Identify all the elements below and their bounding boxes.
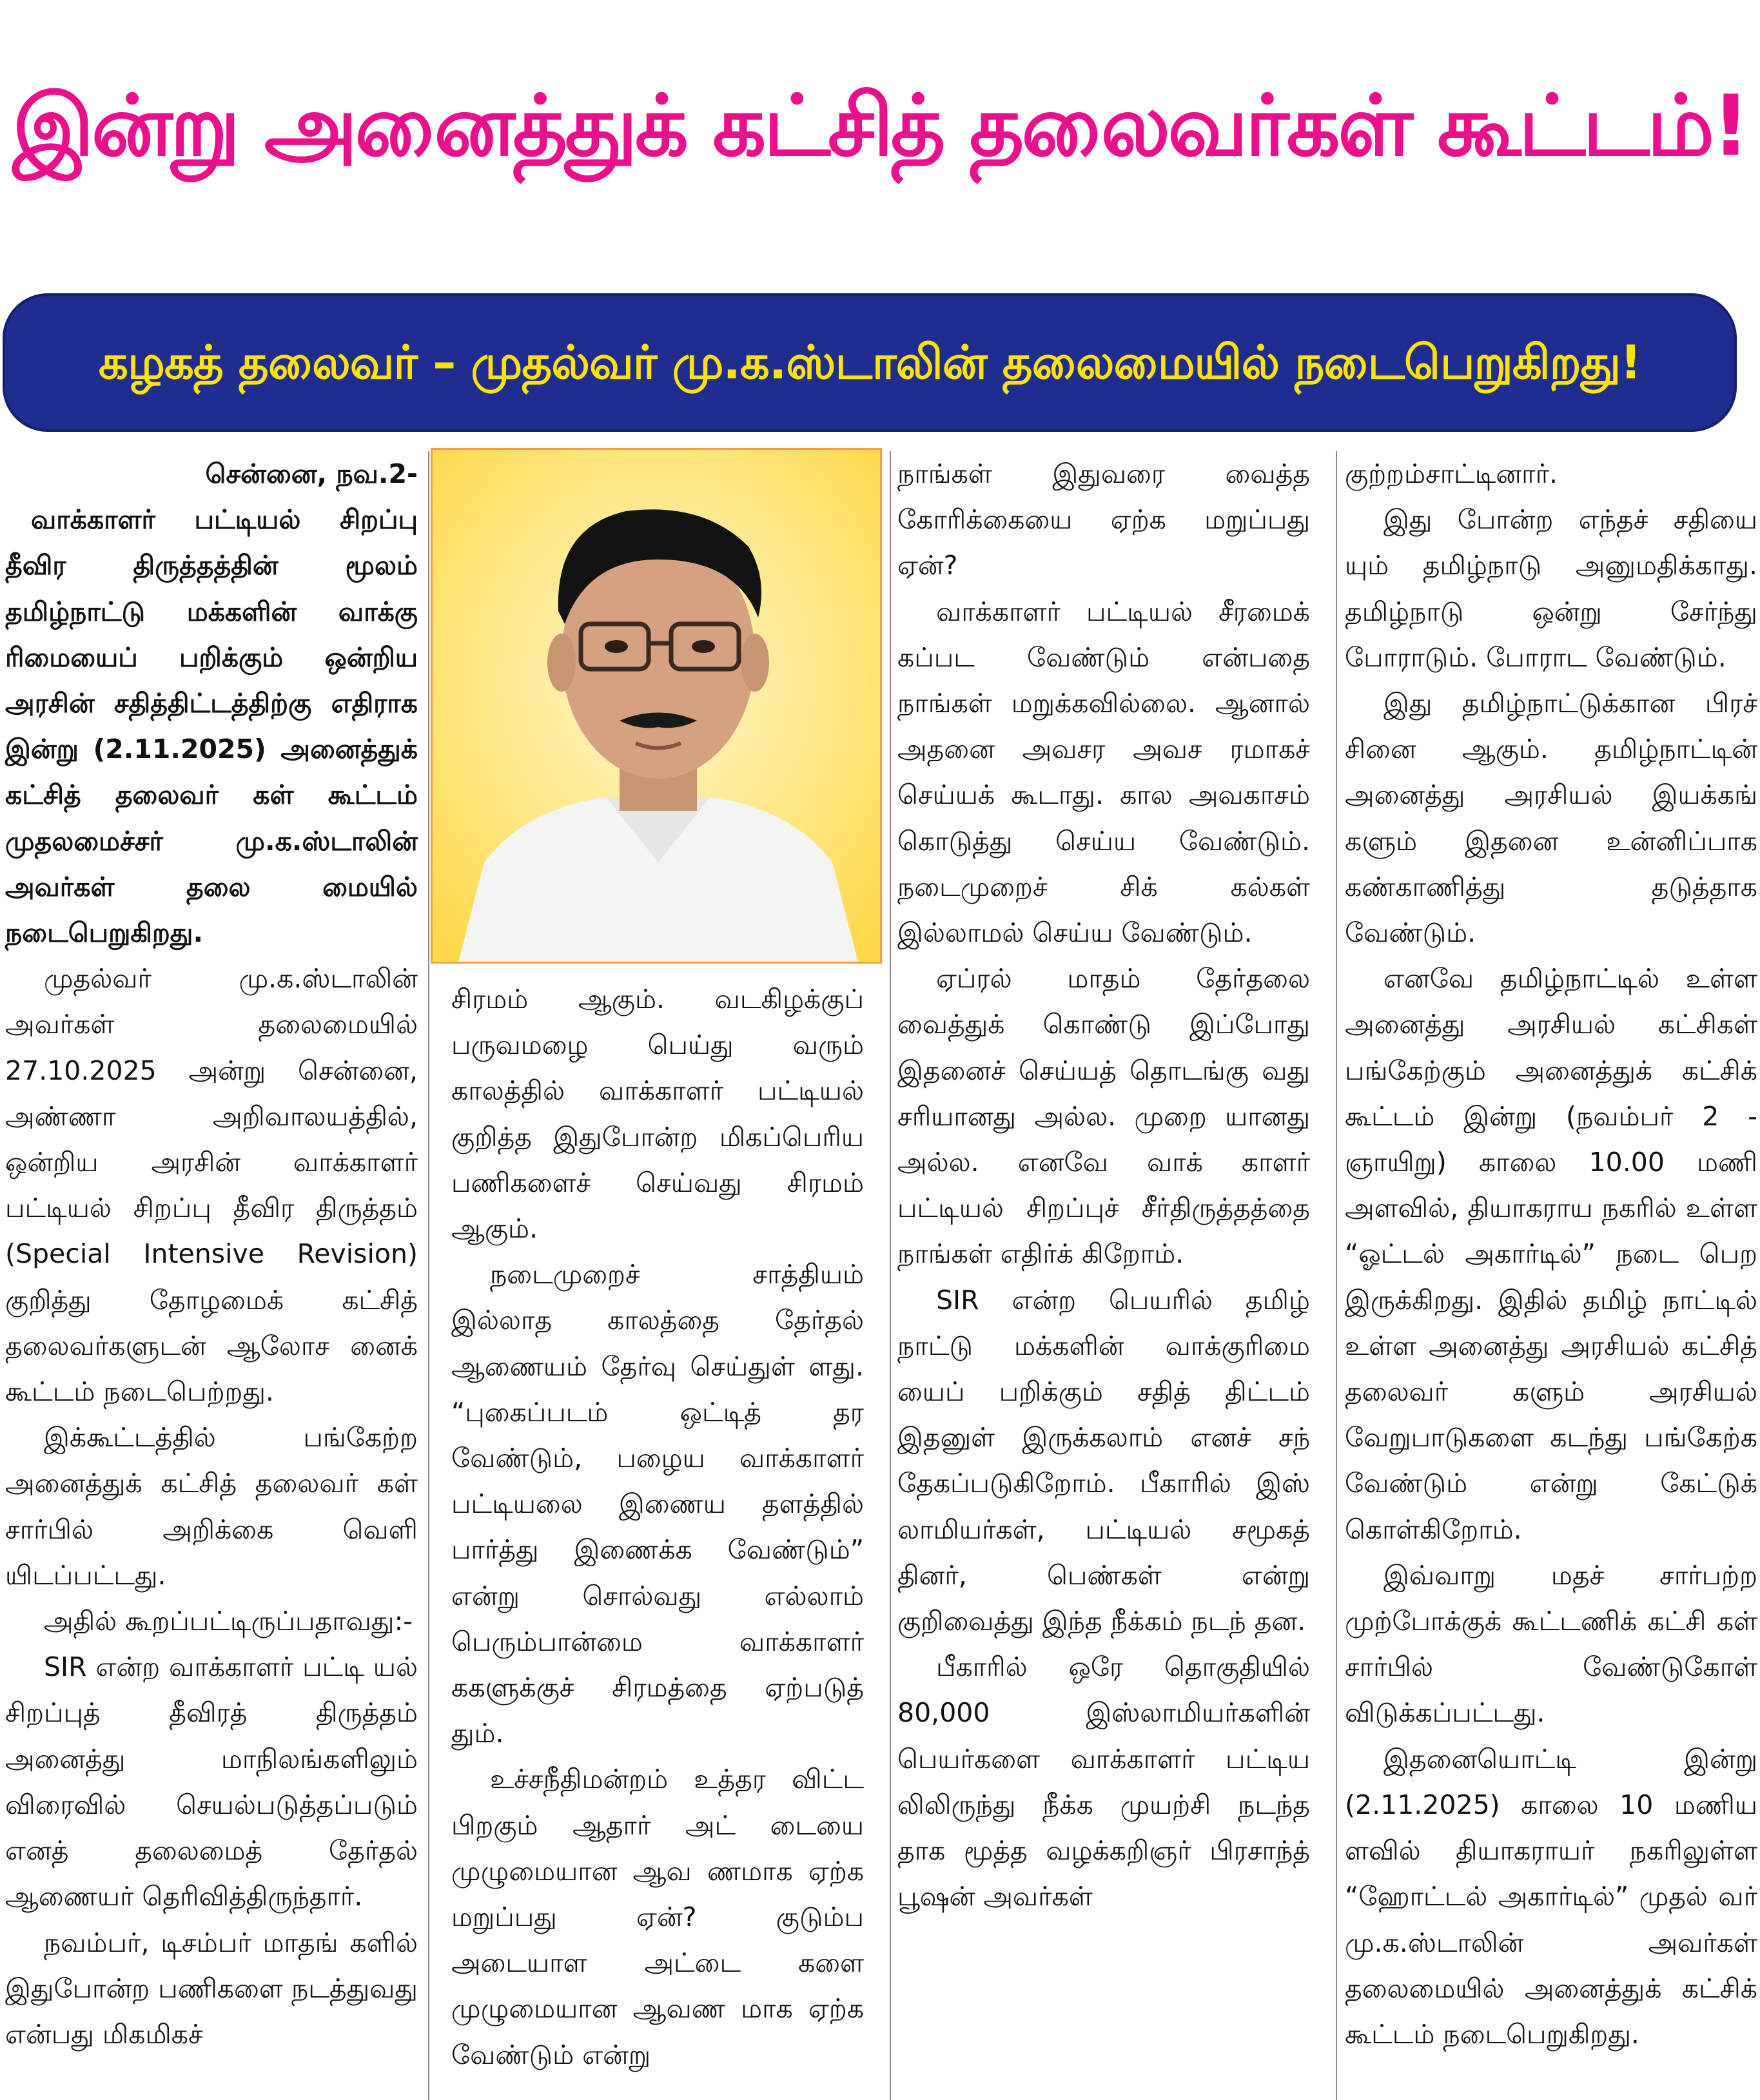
- column-divider: [890, 451, 891, 2100]
- paragraph: இக்கூட்டத்தில் பங்கேற்ற அனைத்துக் கட்சித் தலைவர் கள் சார்பில் அறிக்கை வெளி யிடப்பட்டது.: [5, 1422, 418, 1591]
- paragraph: ஏப்ரல் மாதம் தேர்தலை வைத்துக் கொண்டு இப்போது இதனைச் செய்யத் தொடங்கு வது சரியானது அல்ல. முறை யானது அல்ல. எனவே வாக் காளர் பட்டியல் சிறப்புச் சீர்திருத்தத்தை நாங்கள் எதிர்க் கிறோம்.: [897, 963, 1310, 1270]
- paragraph: நடைமுறைச் சாத்தியம் இல்லாத காலத்தை தேர்தல் ஆணையம் தேர்வு செய்துள் ளது. “புகைப்படம் ஒட்டித் தர வேண்டும், பழைய வாக்காளர் பட்டியலை இணைய தளத்தில் பார்த்து இணைக்க வேண்டும்” என்று சொல்வது எல்லாம் பெரும்பான்மை வாக்காளர் ககளுக்குச் சிரமத்தை ஏற்படுத் தும்.: [451, 1259, 864, 1749]
- paragraph: நவம்பர், டிசம்பர் மாதங் களில் இதுபோன்ற பணிகளை நடத்துவது என்பது மிகமிகச்: [5, 1927, 418, 2050]
- paragraph: வாக்காளர் பட்டியல் சீரமைக் கப்பட வேண்டும் என்பதை நாங்கள் மறுக்கவில்லை. ஆனால் அதனை அவசர அவச ரமாகச் செய்யக் கூடாது. கால அவகாசம் கொடுத்து செய்ய வேண்டும். நடைமுறைச் சிக் கல்கள் இல்லாமல் செய்ய வேண்டும்.: [897, 596, 1310, 949]
- paragraph: இது போன்ற எந்தச் சதியை யும் தமிழ்நாடு அனுமதிக்காது. தமிழ்நாடு ஒன்று சேர்ந்து போராடும். போராட வேண்டும்.: [1345, 504, 1757, 673]
- paragraph: SIR என்ற வாக்காளர் பட்டி யல் சிறப்புத் தீவிரத் திருத்தம் அனைத்து மாநிலங்களிலும் விரைவில் செயல்படுத்தப்படும் எனத் தலைமைத் தேர்தல் ஆணையர் தெரிவித்திருந்தார்.: [5, 1651, 418, 1912]
- paragraph: பீகாரில் ஒரே தொகுதியில் 80,000 இஸ்லாமியர்களின் பெயர்களை வாக்காளர் பட்டிய லிலிருந்து நீக்க முயற்சி நடந்த தாக மூத்த வழக்கறிஞர் பிரசாந்த் பூஷன் அவர்கள்: [897, 1651, 1310, 1912]
- subheadline-banner: [3, 293, 1737, 432]
- paragraph: அதில் கூறப்பட்டிருப்பதாவது:-: [44, 1606, 413, 1637]
- paragraph: இது தமிழ்நாட்டுக்கான பிரச் சினை ஆகும். தமிழ்நாட்டின் அனைத்து அரசியல் இயக்கங் களும் இதனை உன்னிப்பாக கண்காணித்து தடுத்தாக வேண்டும்.: [1345, 688, 1757, 949]
- paragraph: இவ்வாறு மதச் சார்பற்ற முற்போக்குக் கூட்டணிக் கட்சி கள் சார்பில் வேண்டுகோள் விடுக்கப்பட்டது.: [1345, 1559, 1757, 1729]
- paragraph: நாங்கள் இதுவரை வைத்த கோரிக்கையை ஏற்க மறுப்பது ஏன்?: [897, 458, 1310, 581]
- headline: [0, 0, 1760, 284]
- portrait-photo: [431, 448, 882, 964]
- paragraph: குற்றம்சாட்டினார்.: [1345, 458, 1558, 489]
- headline-text: இன்று அனைத்துக் கட்சித் தலைவர்கள் கூட்டம்!: [12, 77, 1748, 175]
- subheadline-text: கழகத் தலைவர் – முதல்வர் மு.க.ஸ்டாலின் தலைமையில் நடைபெறுகிறது!: [98, 335, 1641, 389]
- paragraph: SIR என்ற பெயரில் தமிழ் நாட்டு மக்களின் வாக்குரிமை யைப் பறிக்கும் சதித் திட்டம் இதனுள் இருக்கலாம் எனச் சந் தேகப்படுகிறோம். பீகாரில் இஸ் லாமியர்கள், பட்டியல் சமூகத் தினர், பெண்கள் என்று குறிவைத்து இந்த நீக்கம் நடந் தன.: [897, 1284, 1310, 1637]
- article-column-1: [5, 451, 418, 2057]
- dateline: சென்னை, நவ.2-: [205, 458, 418, 489]
- paragraph: இதனையொட்டி இன்று (2.11.2025) காலை 10 மணிய ளவில் தியாகராயர் நகரிலுள்ள “ஹோட்டல் அகார்டில்” முதல் வர் மு.க.ஸ்டாலின் அவர்கள் தலைமையில் அனைத்துக் கட்சிக் கூட்டம் நடைபெறுகிறது.: [1345, 1743, 1757, 2050]
- article-column-4: [1345, 451, 1757, 2057]
- paragraph: சிரமம் ஆகும். வடகிழக்குப் பருவமழை பெய்து வரும் காலத்தில் வாக்காளர் பட்டியல் குறித்த இதுபோன்ற மிகப்பெரிய பணிகளைச் செய்வது சிரமம் ஆகும்.: [451, 984, 864, 1245]
- column-divider: [1336, 451, 1337, 2100]
- column-divider: [428, 451, 429, 2100]
- article-column-2: [451, 977, 864, 2078]
- article-column-3: [897, 451, 1310, 1920]
- paragraph: எனவே தமிழ்நாட்டில் உள்ள அனைத்து அரசியல் கட்சிகள் பங்கேற்கும் அனைத்துக் கட்சிக் கூட்டம் இன்று (நவம்பர் 2 - ஞாயிறு) காலை 10.00 மணி அளவில், தியாகராய நகரில் உள்ள “ஓட்டல் அகார்டில்” நடை பெற இருக்கிறது. இதில் தமிழ் நாட்டில் உள்ள அனைத்து அரசியல் கட்சித் தலைவர் களும் அரசியல் வேறுபாடுகளை கடந்து பங்கேற்க வேண்டும் என்று கேட்டுக் கொள்கிறோம்.: [1345, 963, 1757, 1545]
- paragraph: முதல்வர் மு.க.ஸ்டாலின் அவர்கள் தலைமையில் 27.10.2025 அன்று சென்னை, அண்ணா அறிவாலயத்தில், ஒன்றிய அரசின் வாக்காளர் பட்டியல் சிறப்பு தீவிர திருத்தம் (Special Intensive Revision) குறித்து தோழமைக் கட்சித் தலைவர்களுடன் ஆலோச னைக் கூட்டம் நடைபெற்றது.: [5, 963, 418, 1408]
- lead-paragraph: வாக்காளர் பட்டியல் சிறப்பு தீவிர திருத்தத்தின் மூலம் தமிழ்நாட்டு மக்களின் வாக்கு ரிமையைப் பறிக்கும் ஒன்றிய அரசின் சதித்திட்டத்திற்கு எதிராக இன்று (2.11.2025) அனைத்துக் கட்சித் தலைவர் கள் கூட்டம் முதலமைச்சர் மு.க.ஸ்டாலின் அவர்கள் தலை மையில் நடைபெறுகிறது.: [5, 504, 418, 949]
- portrait-illustration: [433, 450, 880, 962]
- paragraph: உச்சநீதிமன்றம் உத்தர விட்ட பிறகும் ஆதார் அட் டையை முழுமையான ஆவ ணமாக ஏற்க மறுப்பது ஏன்? குடும்ப அடையாள அட்டை களை முழுமையான ஆவண மாக ஏற்க வேண்டும் என்று: [451, 1764, 864, 2070]
